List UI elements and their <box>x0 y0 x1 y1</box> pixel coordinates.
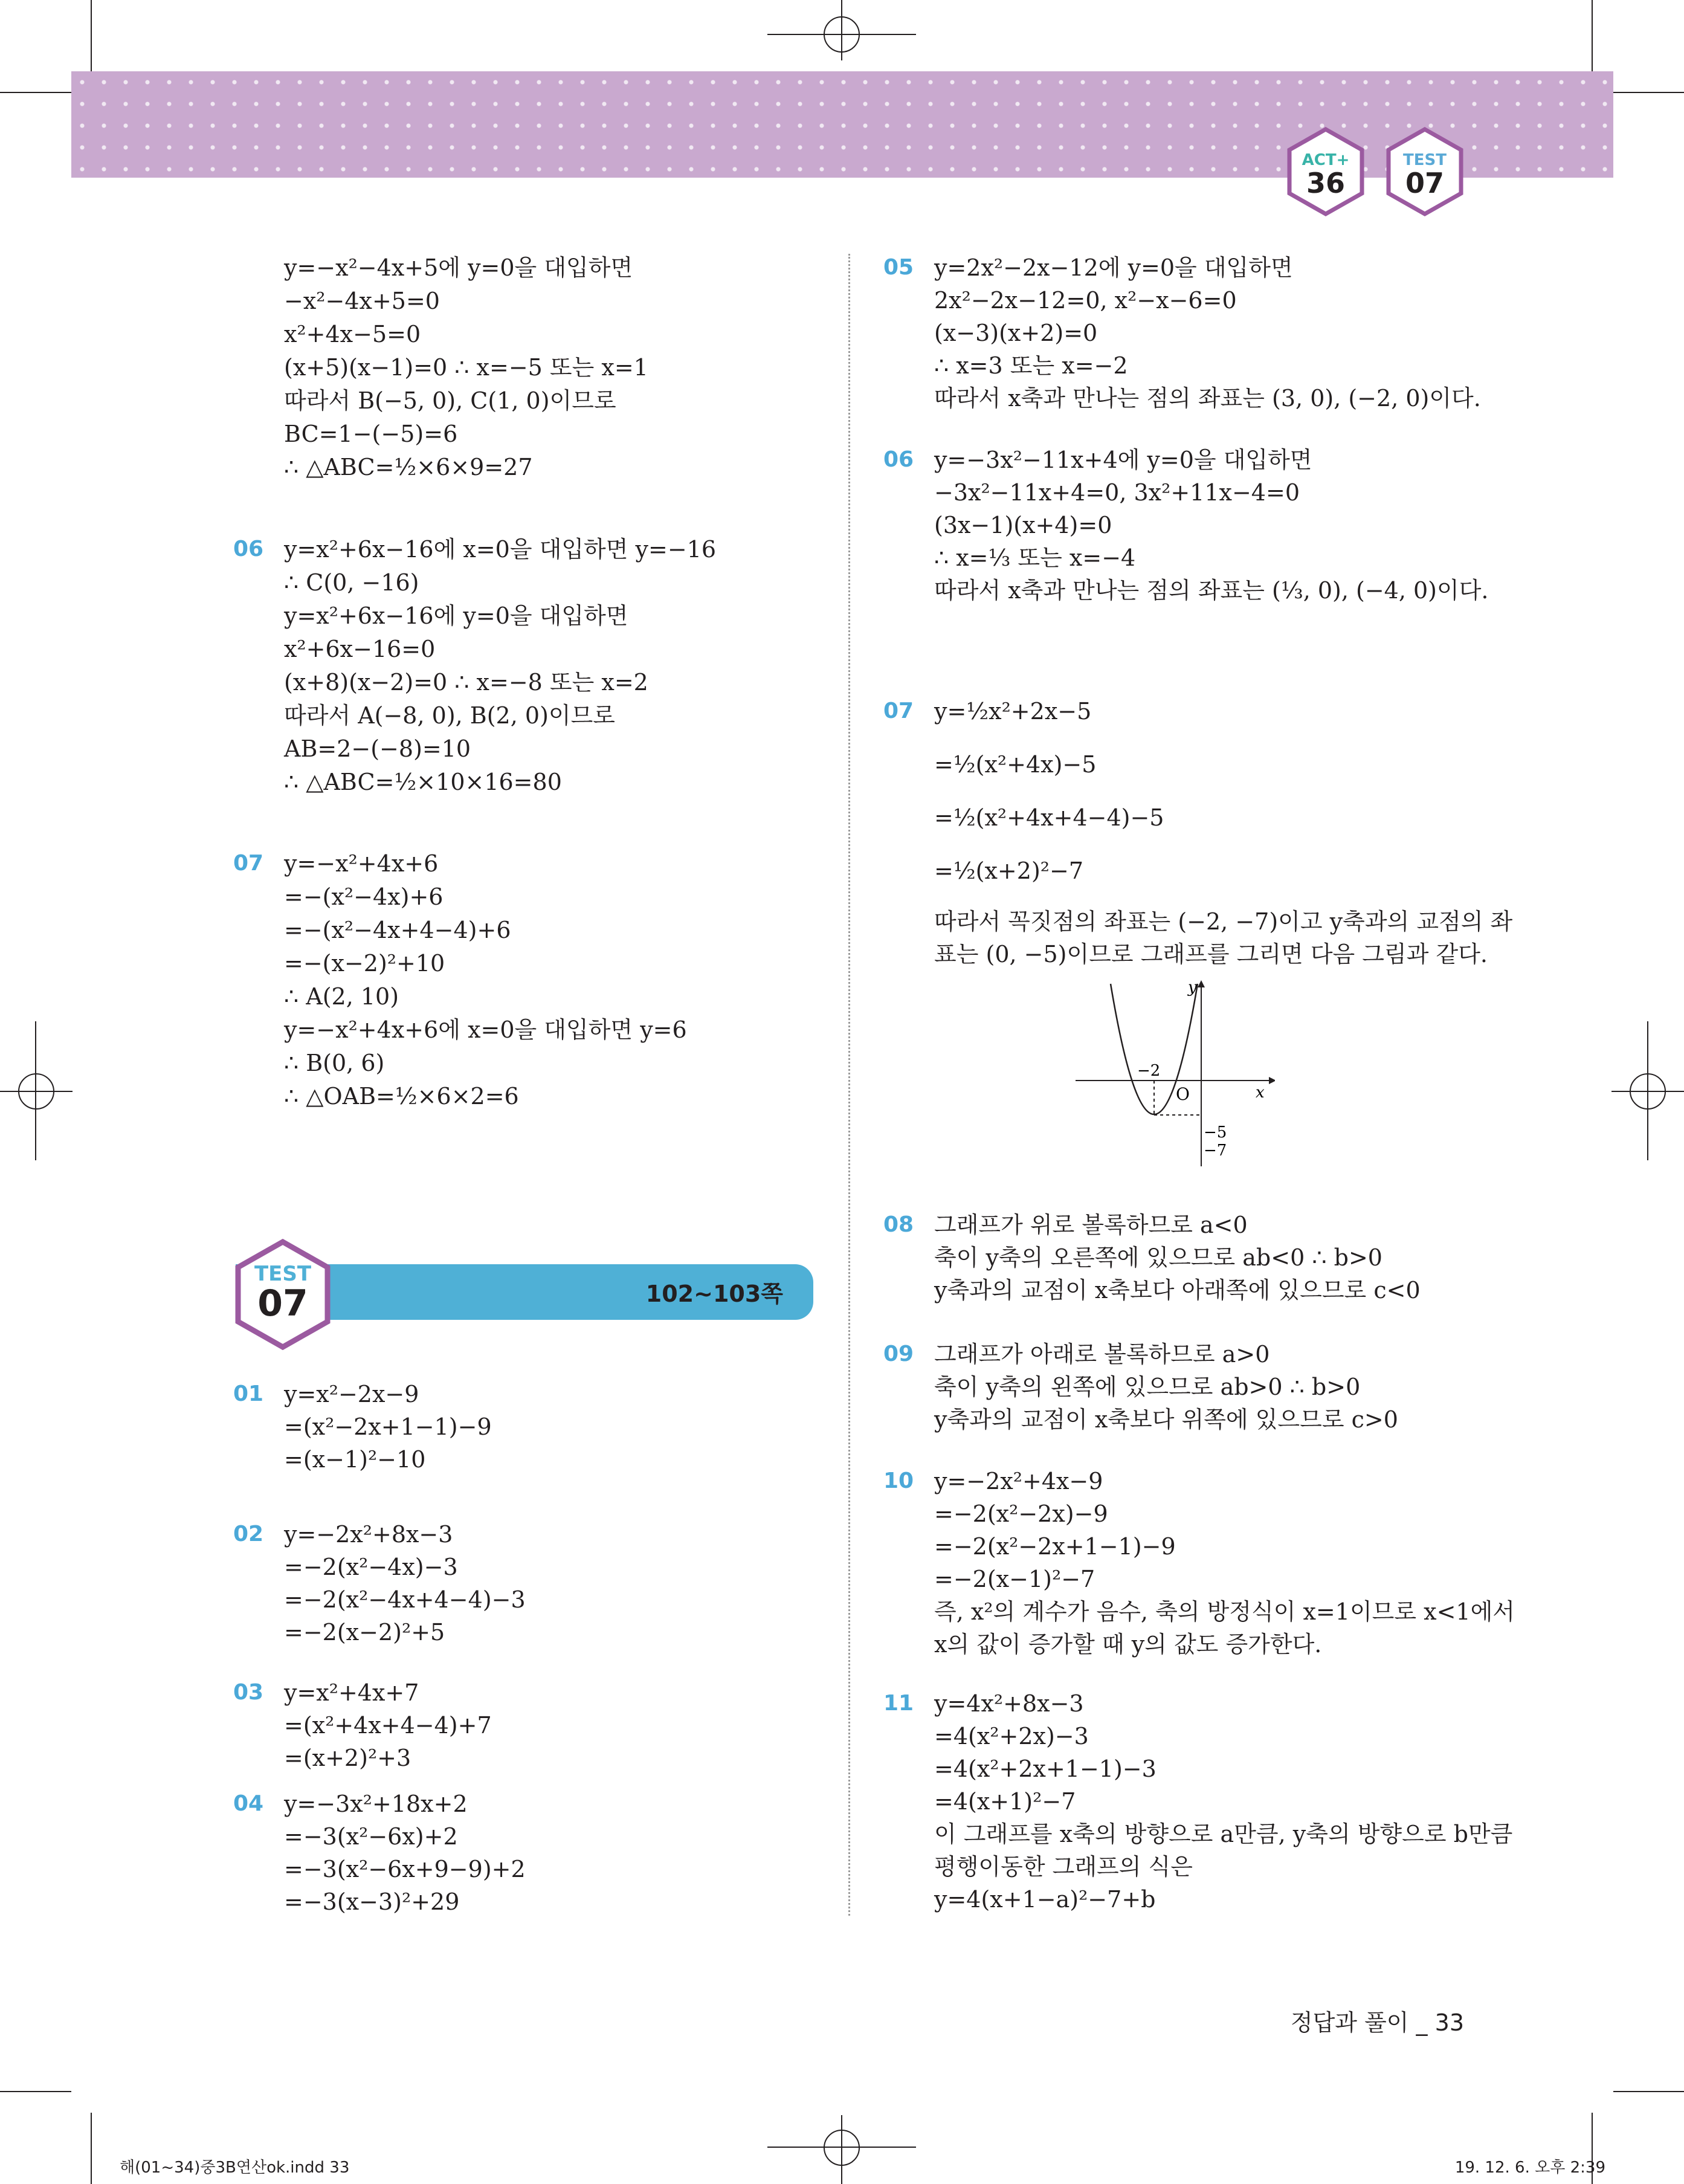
solution-line: y=−x²−4x+5에 y=0을 대입하면 <box>284 254 633 281</box>
solution-line: 따라서 꼭짓점의 좌표는 (−2, −7)이고 y축과의 교점의 좌 <box>934 908 1513 935</box>
solution-line: y=x²−2x−9 <box>284 1381 419 1407</box>
solution-line: ∴ △ABC=½×10×16=80 <box>284 769 562 795</box>
solution-line: 따라서 A(−8, 0), B(2, 0)이므로 <box>284 702 616 729</box>
question-number: 10 <box>883 1468 914 1493</box>
solution-line: 이 그래프를 x축의 방향으로 a만큼, y축의 방향으로 b만큼 <box>934 1821 1513 1847</box>
solution-line: −x²−4x+5=0 <box>284 288 440 314</box>
question-number: 06 <box>233 537 264 561</box>
crop-mark <box>91 0 92 71</box>
crop-mark <box>1592 0 1593 71</box>
solution-line: =−(x²−4x+4−4)+6 <box>284 917 511 943</box>
test-badge-number: 07 <box>1405 167 1444 199</box>
solution-line: =−3(x²−6x+9−9)+2 <box>284 1856 526 1882</box>
y-axis-label: y <box>1188 979 1197 997</box>
solution-line: y=−3x²−11x+4에 y=0을 대입하면 <box>934 447 1312 473</box>
test-badge-label: TEST <box>1403 151 1447 169</box>
solution-line: =½(x²+4x)−5 <box>934 751 1097 778</box>
solution-line: y=2x²−2x−12에 y=0을 대입하면 <box>934 254 1293 281</box>
solution-line: y=−2x²+4x−9 <box>934 1468 1103 1494</box>
solution-line: 따라서 B(−5, 0), C(1, 0)이므로 <box>284 387 616 414</box>
question-number: 03 <box>233 1680 264 1705</box>
solution-line: y=½x²+2x−5 <box>934 698 1092 725</box>
solution-line: 평행이동한 그래프의 식은 <box>934 1853 1193 1880</box>
solution-line: (x+8)(x−2)=0 ∴ x=−8 또는 x=2 <box>284 669 648 696</box>
solution-line: 축이 y축의 오른쪽에 있으므로 ab<0 ∴ b>0 <box>934 1244 1382 1271</box>
parabola-graph <box>1069 979 1275 1172</box>
solution-line: (3x−1)(x+4)=0 <box>934 512 1112 538</box>
solution-line: AB=2−(−8)=10 <box>284 735 471 762</box>
test-section-number: 07 <box>257 1282 308 1325</box>
crop-mark <box>91 2113 92 2184</box>
solution-line: 즉, x²의 계수가 음수, 축의 방정식이 x=1이므로 x<1에서 <box>934 1598 1515 1625</box>
solution-line: =−2(x²−2x)−9 <box>934 1501 1108 1527</box>
question-number: 02 <box>233 1522 264 1546</box>
question-number: 06 <box>883 447 914 472</box>
y-axis-arrow <box>1198 980 1205 987</box>
solution-line: y=−x²+4x+6 <box>284 850 439 877</box>
act-badge-label: ACT+ <box>1302 151 1350 169</box>
origin-label: O <box>1176 1084 1190 1104</box>
solution-line: y=x²+6x−16에 x=0을 대입하면 y=−16 <box>284 536 717 563</box>
solution-line: (x−3)(x+2)=0 <box>934 320 1098 346</box>
registration-mark <box>18 1073 54 1110</box>
crop-mark <box>1613 92 1684 93</box>
solution-line: (x+5)(x−1)=0 ∴ x=−5 또는 x=1 <box>284 354 648 381</box>
solution-line: =4(x²+2x+1−1)−3 <box>934 1756 1157 1782</box>
question-number: 01 <box>233 1381 264 1406</box>
act-badge <box>1287 127 1364 216</box>
test-section-pages: 102~103쪽 <box>645 1281 783 1307</box>
solution-line: y=−x²+4x+6에 x=0을 대입하면 y=6 <box>284 1016 687 1043</box>
solution-line: 2x²−2x−12=0, x²−x−6=0 <box>934 287 1237 314</box>
solution-line: BC=1−(−5)=6 <box>284 421 458 447</box>
solution-line: 따라서 x축과 만나는 점의 좌표는 (⅓, 0), (−4, 0)이다. <box>934 577 1489 604</box>
solution-line: y=x²+4x+7 <box>284 1679 419 1706</box>
crop-mark <box>1613 2091 1684 2092</box>
solution-line: =(x²+4x+4−4)+7 <box>284 1712 492 1739</box>
solution-line: =−2(x²−4x)−3 <box>284 1554 458 1580</box>
solution-line: ∴ △OAB=½×6×2=6 <box>284 1083 519 1110</box>
solution-line: =(x−1)²−10 <box>284 1446 426 1473</box>
column-divider <box>848 254 850 1916</box>
solution-line: =−2(x−2)²+5 <box>284 1619 445 1646</box>
question-number: 08 <box>883 1212 914 1237</box>
solution-line: y=4(x+1−a)²−7+b <box>934 1886 1156 1913</box>
solution-line: y축과의 교점이 x축보다 위쪽에 있으므로 c>0 <box>934 1406 1398 1433</box>
solution-line: ∴ C(0, −16) <box>284 569 419 596</box>
solution-line: ∴ x=⅓ 또는 x=−4 <box>934 544 1136 571</box>
test-section-label: TEST <box>254 1262 312 1286</box>
parabola-svg <box>1069 979 1275 1172</box>
registration-mark <box>824 2130 860 2166</box>
solution-line: −3x²−11x+4=0, 3x²+11x−4=0 <box>934 479 1300 506</box>
solution-line: =−2(x−1)²−7 <box>934 1566 1095 1592</box>
crop-mark <box>0 92 71 93</box>
solution-line: ∴ A(2, 10) <box>284 983 399 1010</box>
solution-line: =−(x−2)²+10 <box>284 950 445 977</box>
question-number: 05 <box>883 255 914 280</box>
solution-line: x²+6x−16=0 <box>284 636 436 662</box>
registration-mark <box>824 16 860 53</box>
solution-line: y=−3x²+18x+2 <box>284 1791 468 1817</box>
tick-minus2: −2 <box>1137 1062 1161 1080</box>
solution-line: =−3(x²−6x)+2 <box>284 1823 458 1850</box>
solution-line: =(x²−2x+1−1)−9 <box>284 1413 492 1440</box>
solution-line: =½(x²+4x+4−4)−5 <box>934 804 1164 831</box>
solution-line: x의 값이 증가할 때 y의 값도 증가한다. <box>934 1631 1322 1658</box>
solution-line: =−3(x−3)²+29 <box>284 1888 460 1915</box>
solution-line: =4(x²+2x)−3 <box>934 1723 1089 1749</box>
x-axis-label: x <box>1256 1084 1265 1102</box>
solution-line: ∴ B(0, 6) <box>284 1050 385 1076</box>
x-axis-arrow <box>1269 1077 1275 1084</box>
solution-line: 따라서 x축과 만나는 점의 좌표는 (3, 0), (−2, 0)이다. <box>934 385 1481 412</box>
header-band <box>71 71 1613 178</box>
solution-line: 그래프가 위로 볼록하므로 a<0 <box>934 1212 1248 1238</box>
solution-line: =(x+2)²+3 <box>284 1745 411 1771</box>
crop-mark <box>0 2091 71 2092</box>
solution-line: =−2(x²−2x+1−1)−9 <box>934 1533 1176 1560</box>
tick-minus7: −7 <box>1204 1142 1227 1160</box>
question-number: 07 <box>233 851 264 876</box>
act-badge-number: 36 <box>1306 167 1345 199</box>
solution-line: 축이 y축의 왼쪽에 있으므로 ab>0 ∴ b>0 <box>934 1374 1361 1400</box>
file-info: 해(01~34)중3B연산ok.indd 33 <box>120 2159 350 2177</box>
solution-line: y=−2x²+8x−3 <box>284 1521 453 1548</box>
question-number: 09 <box>883 1342 914 1366</box>
solution-line: y축과의 교점이 x축보다 아래쪽에 있으므로 c<0 <box>934 1277 1421 1304</box>
solution-line: x²+4x−5=0 <box>284 321 421 347</box>
solution-line: ∴ x=3 또는 x=−2 <box>934 352 1128 379</box>
solution-line: =4(x+1)²−7 <box>934 1788 1076 1815</box>
solution-line: =−(x²−4x)+6 <box>284 884 444 910</box>
test-section-badge <box>234 1239 331 1350</box>
solution-line: 그래프가 아래로 볼록하므로 a>0 <box>934 1341 1270 1368</box>
page-number-label: 정답과 풀이 _ 33 <box>1290 2009 1464 2036</box>
solution-line: y=4x²+8x−3 <box>934 1690 1084 1717</box>
solution-line: =−2(x²−4x+4−4)−3 <box>284 1586 526 1613</box>
question-number: 11 <box>883 1691 914 1716</box>
solution-line: =½(x+2)²−7 <box>934 858 1084 884</box>
question-number: 07 <box>883 699 914 723</box>
registration-mark <box>1630 1073 1666 1110</box>
print-timestamp: 19. 12. 6. 오후 2:39 <box>1454 2159 1605 2177</box>
question-number: 04 <box>233 1791 264 1816</box>
tick-minus5: −5 <box>1204 1123 1227 1142</box>
test-badge <box>1386 127 1463 216</box>
solution-line: ∴ △ABC=½×6×9=27 <box>284 454 533 480</box>
solution-line: 표는 (0, −5)이므로 그래프를 그리면 다음 그림과 같다. <box>934 941 1488 968</box>
solution-line: y=x²+6x−16에 y=0을 대입하면 <box>284 603 628 629</box>
